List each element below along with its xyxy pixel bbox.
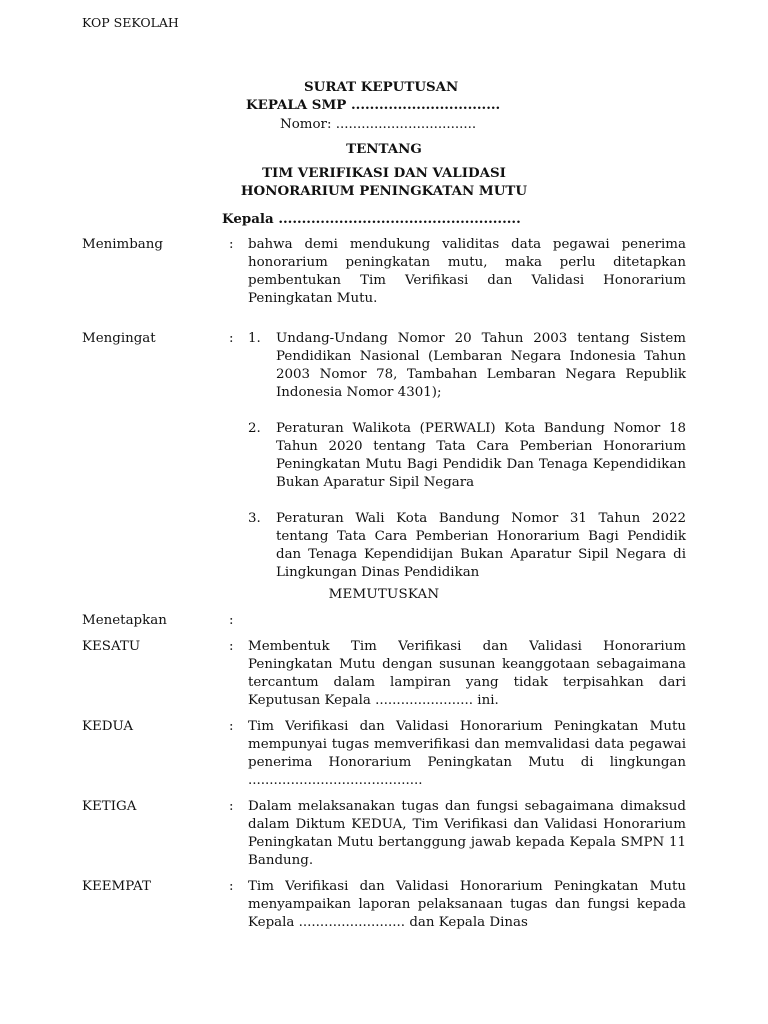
kepala-line: Kepala .................................................... <box>222 211 521 227</box>
tentang-heading: TENTANG <box>346 141 422 157</box>
colon: : <box>229 237 234 252</box>
doc-title: SURAT KEPUTUSAN <box>304 79 459 95</box>
list-item <box>248 330 686 402</box>
section-label: Menimbang <box>82 237 163 252</box>
section-label: Menetapkan <box>82 613 167 628</box>
section-label: KESATU <box>82 639 141 654</box>
section-menimbang <box>82 236 686 308</box>
section-label: KEDUA <box>82 719 134 734</box>
list-text: Peraturan Walikota (PERWALI) Kota Bandung Nomor 18 Tahun 2020 tentang Tata Cara Pemberian Honorarium Peningkatan Mutu Bagi Pendidik Dan Tenaga Kependidikan Bukan Aparatur Sipil Negara <box>276 421 686 490</box>
section-mengingat <box>82 330 686 600</box>
colon: : <box>229 719 234 734</box>
section-kedua <box>82 718 686 790</box>
colon: : <box>229 639 234 654</box>
list-number: 1. <box>248 331 261 346</box>
list-text: Peraturan Wali Kota Bandung Nomor 31 Tahun 2022 tentang Tata Cara Pemberian Honorarium Bagi Pendidik dan Tenaga Kependidijan Bukan Aparatur Sipil Negara di Lingkungan Dinas Pendidikan <box>276 511 686 580</box>
section-text: Membentuk Tim Verifikasi dan Validasi Honorarium Peningkatan Mutu dengan susunan keanggotaan sebagaimana tercantum dalam lampiran yang tidak terpisahkan dari Keputusan Kepala ....................... ini. <box>248 639 686 708</box>
list-number: 3. <box>248 511 261 526</box>
colon: : <box>229 879 234 894</box>
section-text: Tim Verifikasi dan Validasi Honorarium Peningkatan Mutu mempunyai tugas memverifikasi dan memvalidasi data pegawai penerima Honorarium Peningkatan Mutu di lingkungan ......................................... <box>248 719 686 788</box>
doc-title-kepala: KEPALA SMP ................................ <box>246 97 501 113</box>
section-kesatu <box>82 638 686 710</box>
list-item <box>248 420 686 492</box>
colon: : <box>229 331 234 346</box>
section-text: bahwa demi mendukung validitas data pegawai penerima honorarium peningkatan mutu, maka perlu ditetapkan pembentukan Tim Verifikasi dan Validasi Honorarium Peningkatan Mutu. <box>248 237 686 306</box>
section-label: KEEMPAT <box>82 879 151 894</box>
section-label: KETIGA <box>82 799 137 814</box>
section-label: Mengingat <box>82 331 156 346</box>
section-text: Dalam melaksanakan tugas dan fungsi sebagaimana dimaksud dalam Diktum KEDUA, Tim Verifikasi dan Validasi Honorarium Peningkatan Mutu bertanggung jawab kepada Kepala SMPN 11 Bandung. <box>248 799 686 868</box>
colon: : <box>229 613 234 628</box>
subject-line-1: TIM VERIFIKASI DAN VALIDASI <box>262 165 506 181</box>
list-item <box>248 510 686 582</box>
section-ketiga <box>82 798 686 870</box>
section-text: Tim Verifikasi dan Validasi Honorarium Peningkatan Mutu menyampaikan laporan pelaksanaan tugas dan fungsi kepada Kepala ......................... dan Kepala Dinas <box>248 879 686 930</box>
mengingat-list <box>248 330 686 582</box>
memutuskan-heading: MEMUTUSKAN <box>328 587 440 602</box>
doc-number: Nomor: ................................. <box>280 117 477 132</box>
colon: : <box>229 799 234 814</box>
section-keempat <box>82 878 686 932</box>
subject-line-2: HONORARIUM PENINGKATAN MUTU <box>240 183 528 199</box>
list-number: 2. <box>248 421 261 436</box>
kop-sekolah: KOP SEKOLAH <box>82 15 179 30</box>
list-text: Undang-Undang Nomor 20 Tahun 2003 tentang Sistem Pendidikan Nasional (Lembaran Negara Indonesia Tahun 2003 Nomor 78, Tambahan Lembaran Negara Republik Indonesia Nomor 4301); <box>276 331 686 400</box>
